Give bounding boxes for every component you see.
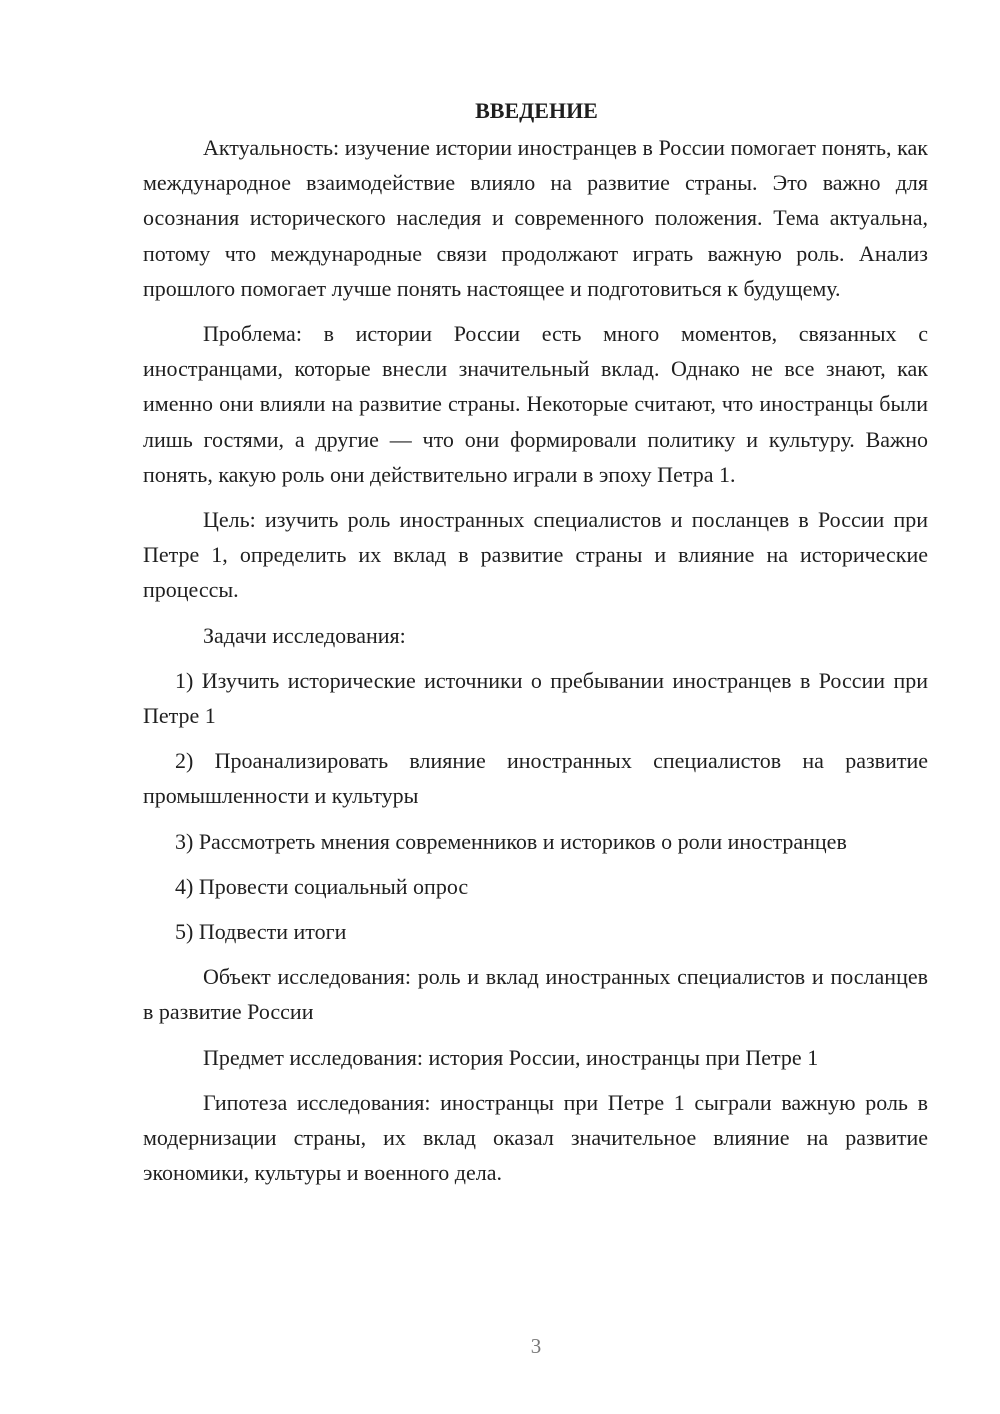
paragraph-relevance: Актуальность: изучение истории иностранцев в России помогает понять, как международное взаимодействие влияло на развитие страны. Это важно для осознания исторического наследия и современного положения. Тема актуальна, потому что международные связи продолжают играть важную роль. Анализ прошлого помогает лучше понять настоящее и подготовиться к будущему. xyxy=(143,135,928,301)
paragraph-subject: Предмет исследования: история России, иностранцы при Петре 1 xyxy=(203,1044,819,1070)
section-heading: ВВЕДЕНИЕ xyxy=(475,98,598,123)
paragraph-hypothesis: Гипотеза исследования: иностранцы при Петре 1 сыграли важную роль в модернизации страны, их вклад оказал значительное влияние на развитие экономики, культуры и военного дела. xyxy=(143,1089,928,1186)
list-item: 3) Рассмотреть мнения современников и историков о роли иностранцев xyxy=(175,828,847,854)
tasks-title: Задачи исследования: xyxy=(203,622,406,648)
list-item: 5) Подвести итоги xyxy=(175,919,347,945)
list-item: 2) Проанализировать влияние иностранных специалистов на развитие промышленности и культуры xyxy=(143,748,928,809)
tasks-list xyxy=(143,663,928,949)
paragraph-problem: Проблема: в истории России есть много моментов, связанных с иностранцами, которые внесли значительный вклад. Однако не все знают, как именно они влияли на развитие страны. Некоторые считают, что иностранцы были лишь гостями, а другие — что они формировали политику и культуру. Важно понять, какую роль они действительно играли в эпоху Петра 1. xyxy=(143,321,928,487)
page-number: 3 xyxy=(530,1334,542,1358)
list-item: 1) Изучить исторические источники о пребывании иностранцев в России при Петре 1 xyxy=(143,667,928,729)
paragraph-goal: Цель: изучить роль иностранных специалистов и посланцев в России при Петре 1, определить их вклад в развитие страны и влияние на исторические процессы. xyxy=(143,507,928,603)
document-body xyxy=(143,96,928,1200)
paragraph-object: Объект исследования: роль и вклад иностранных специалистов и посланцев в развитие России xyxy=(143,964,928,1025)
list-item: 4) Провести социальный опрос xyxy=(175,873,469,899)
